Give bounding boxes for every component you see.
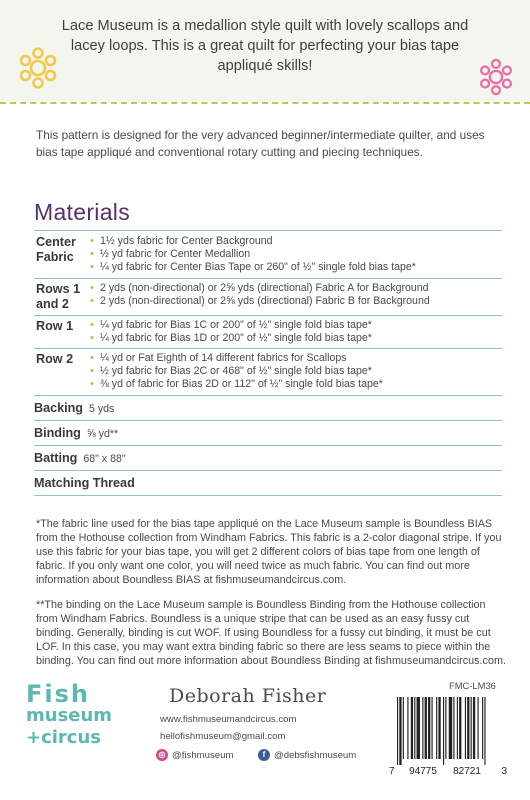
- materials-table: [34, 232, 502, 496]
- barcode-bar: [445, 697, 446, 759]
- brand-word: museum: [26, 705, 113, 726]
- barcode-bar: [484, 697, 485, 765]
- materials-item: • ½ yd fabric for Center Medallion: [88, 248, 502, 261]
- barcode-bar: [428, 697, 430, 759]
- materials-item: • ¼ yd fabric for Center Bias Tape or 260" of ½" single fold bias tape*: [88, 261, 502, 274]
- materials-item: • ½ yd fabric for Bias 2C or 468" of ½" single fold bias tape*: [88, 365, 502, 378]
- barcode-bar: [422, 697, 423, 759]
- materials-item: • 2 yds (non-directional) or 2⅝ yds (directional) Fabric B for Background: [88, 295, 502, 308]
- batting-label: Batting: [34, 450, 78, 465]
- materials-row-label: Center Fabric: [34, 232, 88, 278]
- dashed-divider: [0, 102, 530, 104]
- thread-label: Matching Thread: [34, 475, 135, 490]
- brand-word: +circus: [26, 727, 101, 748]
- barcode-bar: [407, 697, 408, 759]
- materials-item: • ¼ yd fabric for Bias 1C or 200" of ½" single fold bias tape*: [88, 319, 502, 332]
- flower-yellow-icon: [14, 44, 62, 92]
- barcode-digits: 7: [389, 766, 395, 777]
- materials-row-label: Rows 1 and 2: [34, 278, 88, 315]
- materials-row: [34, 278, 502, 315]
- flower-pink-icon: [475, 56, 517, 98]
- pattern-description: This pattern is designed for the very advanced beginner/intermediate quilter, and uses bias tape appliqué and conventional rotary cutting and piecing techniques.: [36, 128, 485, 159]
- barcode-bar: [449, 697, 452, 759]
- barcode-bar: [411, 697, 413, 759]
- barcode-bar: [465, 697, 466, 759]
- materials-title: Materials: [34, 199, 131, 225]
- sku-code: FMC-LM36: [449, 680, 496, 691]
- facebook-label: @debsfishmuseum: [274, 749, 357, 761]
- materials-row-binding: [34, 420, 502, 445]
- instagram-handle[interactable]: [156, 749, 233, 761]
- materials-row: [34, 315, 502, 348]
- materials-rule: [34, 230, 502, 231]
- barcode-bar: [478, 697, 479, 759]
- backing-value: 5 yds: [89, 402, 115, 415]
- materials-row-backing: [34, 395, 502, 420]
- materials-row-label: Row 2: [34, 349, 88, 396]
- barcode-bar: [414, 697, 415, 759]
- materials-row-label: Row 1: [34, 315, 88, 348]
- barcode-bar: [482, 697, 483, 759]
- materials-row: [34, 349, 502, 396]
- barcode-bar: [432, 697, 433, 759]
- barcode-bar: [467, 697, 469, 759]
- materials-row-thread: [34, 470, 502, 495]
- barcode-bar: [438, 697, 440, 759]
- intro-text: Lace Museum is a medallion style quilt with lovely scallops and lacey loops. This is a great quilt for perfecting your bias tape appliqué skills!: [61, 18, 469, 74]
- materials-row: [34, 232, 502, 278]
- binding-value: ⅝ yd**: [86, 427, 119, 440]
- website-link[interactable]: www.fishmuseumandcircus.com: [160, 714, 297, 725]
- barcode-bar: [453, 697, 454, 759]
- materials-item: • ¼ yd fabric for Bias 1D or 200" of ½" single fold bias tape*: [88, 332, 502, 345]
- barcode-bar: [403, 697, 404, 759]
- materials-item: • 1½ yds fabric for Center Background: [88, 235, 502, 248]
- brand-logo: [26, 680, 138, 783]
- instagram-label: @fishmuseum: [172, 749, 234, 761]
- batting-value: 68" x 88": [83, 452, 126, 465]
- brand-word: Fish: [26, 680, 90, 708]
- barcode-bar: [473, 697, 475, 759]
- materials-item: • ⅜ yd of fabric for Bias 2D or 112" of ½" single fold bias tape*: [88, 378, 502, 391]
- barcode-bar: [397, 697, 398, 765]
- backing-label: Backing: [34, 400, 83, 415]
- barcode-bar: [417, 697, 420, 759]
- instagram-icon: ◎: [156, 749, 168, 761]
- materials-row-batting: [34, 445, 502, 470]
- facebook-icon: f: [258, 749, 270, 761]
- barcode: [387, 695, 509, 777]
- barcode-bar: [471, 697, 472, 759]
- facebook-handle[interactable]: [258, 749, 356, 761]
- email-link[interactable]: hellofishmuseum@gmail.com: [160, 731, 286, 742]
- binding-note: **The binding on the Lace Museum sample is Boundless Binding from the Hothouse collection from Windham Fabrics. Boundless is a unique stripe that can be used as an easy fussy cut binding. Generally, binding is cut WOF. If using Boundless for a fussy cut binding, it must be cut LOF. In this case, you may want extra binding fabric so there are less seams to piece within the binding. You can find out more information about Boundless Binding at fishmuseumandcircus.com.: [36, 599, 506, 668]
- binding-label: Binding: [34, 425, 81, 440]
- barcode-bar: [436, 697, 437, 759]
- author-name: Deborah Fisher: [169, 685, 327, 707]
- bias-note: *The fabric line used for the bias tape appliqué on the Lace Museum sample is Boundless BIAS from the Hothouse collection from Windham Fabrics. This fabric is a 2-color diagonal stripe. If you use this fabric for your bias tape, you will get 2 different colors of bias tape from one length of fabric. If you only want one color, you will need twice as much fabric. You can find out more information about Boundless BIAS at fishmuseumandcircus.com.: [36, 518, 502, 587]
- barcode-icon: [387, 695, 509, 777]
- barcode-digits: 82721: [453, 766, 481, 777]
- materials-item: • ¼ yd or Fat Eighth of 14 different fabrics for Scallops: [88, 352, 502, 365]
- barcode-bar: [457, 697, 458, 759]
- barcode-bar: [399, 697, 401, 765]
- barcode-bar: [425, 697, 427, 759]
- barcode-bar: [459, 697, 461, 759]
- barcode-bar: [443, 697, 444, 765]
- barcode-digits: 3: [501, 766, 507, 777]
- materials-item: • 2 yds (non-directional) or 2⅝ yds (directional) Fabric A for Background: [88, 282, 502, 295]
- barcode-digits: 94775: [409, 766, 437, 777]
